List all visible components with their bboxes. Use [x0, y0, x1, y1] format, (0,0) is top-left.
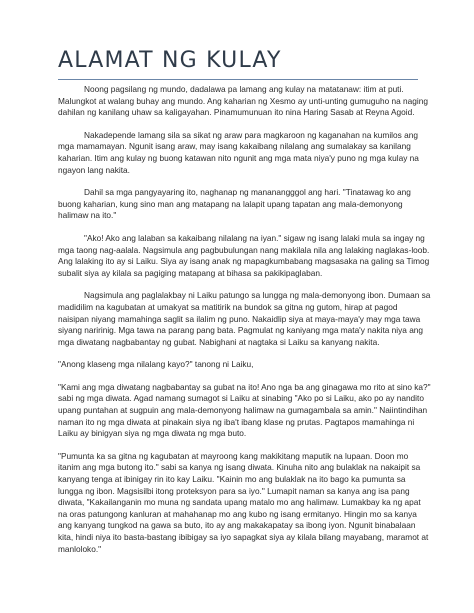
paragraph-line: itanim ang mga butong ito." sabi sa kanya ng isang diwata. Kinuha nito ang bulaklak na nakaipit sa	[58, 462, 421, 473]
paragraph	[58, 84, 428, 119]
paragraph-line: dahilan ng kanilang uhaw sa kaligayahan. Pinamumunuan ito nina Haring Sasab at Reyna Agoid.	[58, 107, 415, 118]
paragraph	[58, 450, 429, 555]
paragraph-line: kita, hindi niya ito basta-bastang ibibigay sa iyo sapagkat siya ay kilala bilang mayabang, maramot at	[58, 532, 429, 542]
paragraph-line: Laiku ay binigyan siya ng mga diwata ng mga buto.	[58, 428, 247, 439]
paragraph-line: sabi ng mga diwata. Agad namang sumagot si Laiku at sinabing "Ako po si Laiku, ako po ay nandito	[58, 393, 424, 404]
paragraph	[58, 130, 420, 176]
paragraph-line: kanyang tenga at ibinigay rin ito kay Laiku. "Kainin mo ang bulaklak na ito bago ka pumunta sa	[58, 474, 406, 485]
paragraph-line: buong kaharian, kung sino man ang matapang na lalapit upang tapatan ang mala-demonyong	[58, 198, 403, 209]
paragraph-line: Nagsimula ang paglalakbay ni Laiku patungo sa lungga ng mala-demonyong ibon. Dumaan sa	[84, 290, 431, 301]
paragraph	[58, 232, 430, 279]
paragraph-line: "Anong klaseng mga nilalang kayo?" tanong ni Laiku,	[58, 359, 254, 370]
paragraph-line: halimaw na ito."	[58, 210, 117, 221]
paragraph	[58, 359, 420, 371]
paragraph-line: mga diwatang nagbabantay ng gubat. Nabighani at nagtaka si Laiku sa kanyang nakita.	[58, 336, 380, 347]
paragraph	[58, 290, 431, 348]
paragraph-line: Malungkot at walang buhay ang mundo. Ang kaharian ng Xesmo ay unti-unting gumuguho na naging	[58, 95, 428, 106]
paragraph-line: diwata, "Kakailanganin mo muna ng sandata upang matalo mo ang halimaw. Lumakbay ka ng apat	[58, 497, 421, 508]
title-divider	[58, 79, 418, 80]
paragraph-line: na oras patungong kanluran at mahahanap mo ang kubo ng isang ermitanyo. Hingin mo sa kanya	[58, 508, 417, 519]
paragraph-line: subalit siya ay kilala sa pagiging matapang at bihasa sa pakikipaglaban.	[58, 267, 323, 278]
document-body	[58, 84, 431, 566]
paragraph-line: Ang lalaking ito ay si Laiku. Siya ay isang anak ng mapagkumbabang magsasaka na galing sa Timog	[58, 256, 430, 267]
paragraph-line: kaharian. Itim ang kulay ng buong katawan nito ngunit ang mga mata niya'y puno ng mga kulay na	[58, 152, 419, 163]
paragraph-line: upang puntahan at sugpuin ang mala-demonyong halimaw na gumagambala sa amin." Naiintindihan	[58, 405, 428, 416]
paragraph-line: naman ito ng mga diwata at pinakain siya ng iba't ibang klase ng prutas. Pagtapos mamahinga ni	[58, 416, 415, 427]
paragraph-line: Noong pagsilang ng mundo, dadalawa pa lamang ang kulay na matatanaw: itim at puti.	[84, 84, 404, 94]
paragraph-line: ngayon lang nakita.	[58, 164, 130, 175]
paragraph-line: lungga ng ibon. Magsisilbi itong proteksyon para sa iyo." Lumapit naman sa kanya ang isa pang	[58, 485, 410, 496]
paragraph-line: madidilim na kagubatan at umakyat sa matitirik na bundok sa gitna ng gutom, hirap at pagod	[58, 301, 398, 312]
paragraph	[58, 381, 431, 440]
paragraph-line: siyang naririnig. Mga tawa na parang pang bata. Pagmulat ng kaniyang mga mata'y nakita niya ang	[58, 325, 424, 336]
paragraph	[58, 187, 420, 222]
paragraph-line: manloloko."	[58, 543, 102, 554]
paragraph-line: ang kanyang tungkod na gawa sa buto, ito ay ang makakapatay sa ibong iyon. Ngunit binabalaan	[58, 520, 416, 531]
paragraph-line: naisipan niyang mamahinga saglit sa ilalim ng puno. Nakaidlip siya at maya-maya'y may mga tawa	[58, 313, 421, 324]
paragraph-line: mga taong nag-aalala. Nagsimula ang pagbubulungan nang makilala nila ang lalaking naglakas-loob.	[58, 244, 430, 255]
paragraph-line: Nakadepende lamang sila sa sikat ng araw para magkaroon ng kaganahan na kumilos ang	[84, 129, 418, 140]
paragraph-line: Dahil sa mga pangyayaring ito, naghanap ng mananangggol ang hari. "Tinatawag ko ang	[84, 187, 411, 198]
paragraph-line: "Pumunta ka sa gitna ng kagubatan at mayroong kang makikitang maputik na lupaan. Doon mo	[58, 450, 409, 461]
paragraph-line: mga mamamayan. Ngunit isang araw, may isang kakaibang nilalang ang sumalakay sa kanilang	[58, 141, 411, 152]
page-title: ALAMAT NG KULAY	[58, 48, 282, 73]
paragraph-line: "Kami ang mga diwatang nagbabantay sa gubat na ito! Ano nga ba ang ginagawa mo rito at sino ka?"	[58, 381, 431, 392]
paragraph-line: "Ako! Ako ang lalaban sa kakaibang nilalang na iyan." sigaw ng isang lalaki mula sa ingay ng	[84, 232, 425, 243]
